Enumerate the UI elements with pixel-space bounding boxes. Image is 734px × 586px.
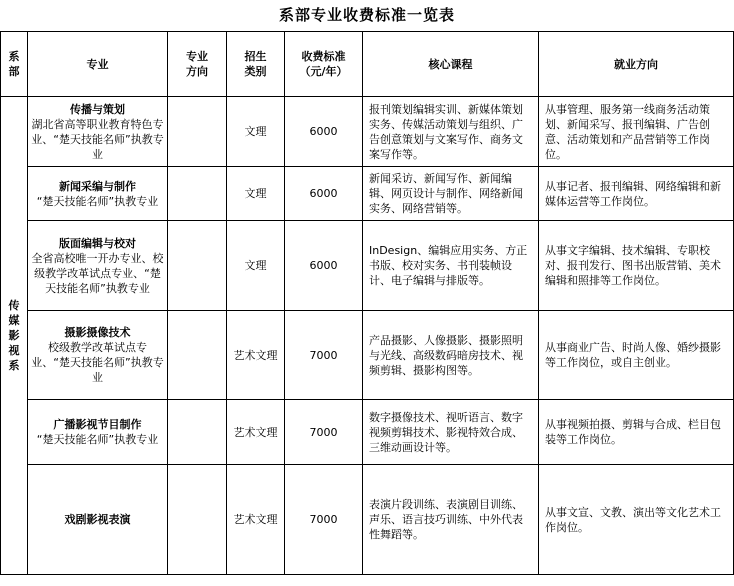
- major-name: 传播与策划: [70, 102, 125, 116]
- header-courses: 核心课程: [363, 32, 539, 97]
- career-cell: 从事文字编辑、技术编辑、专职校对、报刊发行、图书出版营销、美术编辑和照排等工作岗位。: [539, 221, 734, 311]
- page-title: 系部专业收费标准一览表: [278, 6, 455, 24]
- major-cell: [28, 167, 168, 221]
- fee-cell: 6000: [285, 221, 363, 311]
- major-cell: [28, 465, 168, 575]
- courses-cell: 产品摄影、人像摄影、摄影照明与光线、高级数码暗房技术、视频剪辑、摄影构图等。: [363, 311, 539, 400]
- table-row: [1, 400, 734, 465]
- direction-cell: [168, 221, 227, 311]
- header-direction: 专业 方向: [168, 32, 227, 97]
- direction-cell: [168, 311, 227, 400]
- table-row: [1, 97, 734, 167]
- header-dept: 系 部: [1, 32, 28, 97]
- dept-name-cell: 传 媒 影 视 系: [1, 97, 28, 575]
- major-desc: “楚天技能名师”执教专业: [36, 194, 159, 208]
- major-desc: 湖北省高等职业教育特色专业、“楚天技能名师”执教专业: [31, 117, 164, 161]
- fee-standard-table: [0, 31, 734, 575]
- courses-cell: 报刊策划编辑实训、新媒体策划实务、传媒活动策划与组织、广告创意策划与文案写作、商务文案写作等。: [363, 97, 539, 167]
- career-cell: 从事记者、报刊编辑、网络编辑和新媒体运营等工作岗位。: [539, 167, 734, 221]
- career-cell: 从事商业广告、时尚人像、婚纱摄影等工作岗位，或自主创业。: [539, 311, 734, 400]
- header-row: [1, 32, 734, 97]
- fee-cell: 6000: [285, 167, 363, 221]
- fee-cell: 7000: [285, 465, 363, 575]
- fee-cell: 7000: [285, 400, 363, 465]
- major-desc: 全省高校唯一开办专业、校级教学改革试点专业、“楚天技能名师”执教专业: [31, 251, 164, 295]
- direction-cell: [168, 400, 227, 465]
- major-name: 广播影视节目制作: [53, 418, 142, 431]
- category-cell: 艺术文理: [227, 465, 285, 575]
- major-cell: [28, 97, 168, 167]
- direction-cell: [168, 97, 227, 167]
- header-major: 专业: [28, 32, 168, 97]
- header-career: 就业方向: [539, 32, 734, 97]
- major-name: 戏剧影视表演: [64, 513, 131, 526]
- courses-cell: 表演片段训练、表演剧目训练、声乐、语言技巧训练、中外代表性舞蹈等。: [363, 465, 539, 575]
- table-row: [1, 221, 734, 311]
- category-cell: 文理: [227, 221, 285, 311]
- courses-cell: InDesign、编辑应用实务、方正书版、校对实务、书刊装帧设计、电子编辑与排版等。: [363, 221, 539, 311]
- major-desc: “楚天技能名师”执教专业: [36, 433, 159, 446]
- table-row: [1, 465, 734, 575]
- fee-cell: 7000: [285, 311, 363, 400]
- direction-cell: [168, 465, 227, 575]
- major-cell: [28, 221, 168, 311]
- table-row: [1, 167, 734, 221]
- major-name: 新闻采编与制作: [59, 179, 136, 193]
- category-cell: 艺术文理: [227, 400, 285, 465]
- category-cell: 艺术文理: [227, 311, 285, 400]
- major-name: 摄影摄像技术: [64, 326, 131, 339]
- direction-cell: [168, 167, 227, 221]
- career-cell: 从事文宣、文教、演出等文化艺术工作岗位。: [539, 465, 734, 575]
- category-cell: 文理: [227, 167, 285, 221]
- courses-cell: 数字摄像技术、视听语言、数字视频剪辑技术、影视特效合成、三维动画设计等。: [363, 400, 539, 465]
- table-row: [1, 311, 734, 400]
- header-fee: 收费标准 （元/年）: [285, 32, 363, 97]
- major-cell: [28, 311, 168, 400]
- career-cell: 从事视频拍摄、剪辑与合成、栏目包装等工作岗位。: [539, 400, 734, 465]
- courses-cell: 新闻采访、新闻写作、新闻编辑、网页设计与制作、网络新闻实务、网络营销等。: [363, 167, 539, 221]
- fee-cell: 6000: [285, 97, 363, 167]
- career-cell: 从事管理、服务第一线商务活动策划、新闻采写、报刊编辑、广告创意、活动策划和产品营销等工作岗位。: [539, 97, 734, 167]
- major-cell: [28, 400, 168, 465]
- major-name: 版面编辑与校对: [59, 236, 136, 250]
- header-category: 招生 类别: [227, 32, 285, 97]
- category-cell: 文理: [227, 97, 285, 167]
- major-desc: 校级教学改革试点专业、“楚天技能名师”执教专业: [31, 341, 164, 384]
